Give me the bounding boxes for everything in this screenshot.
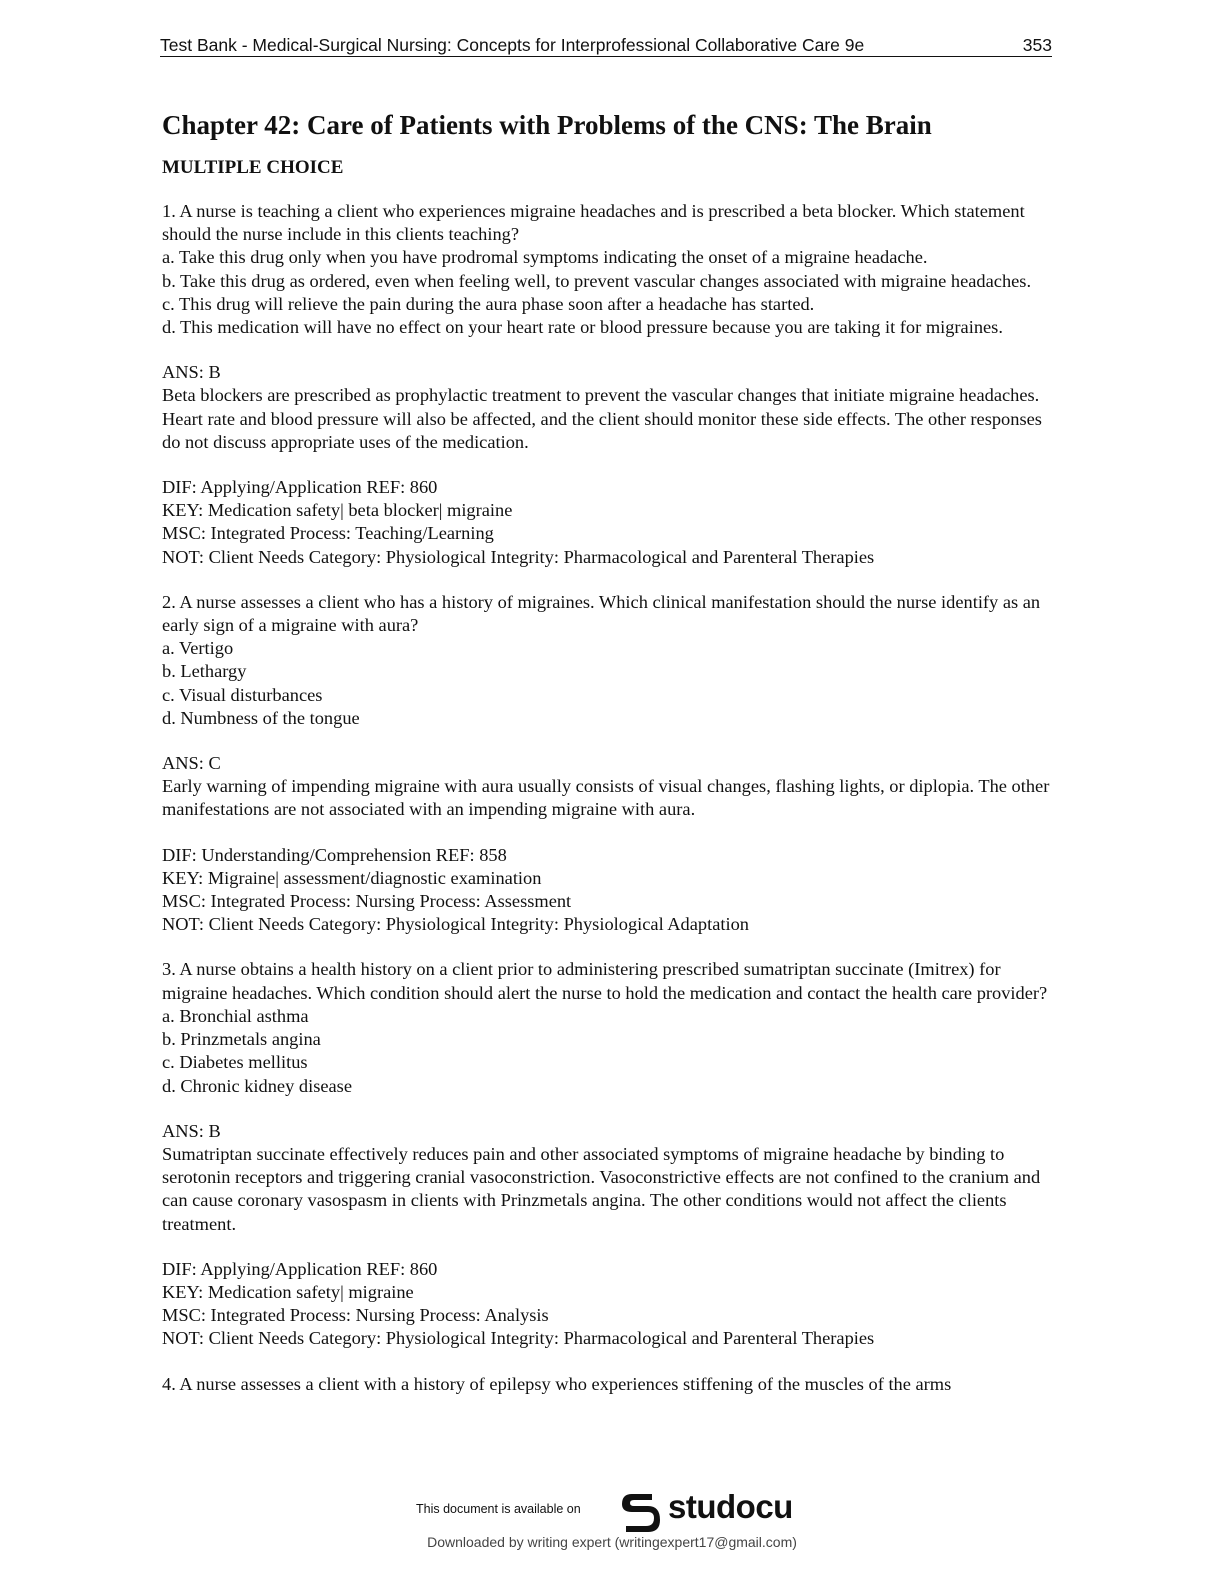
- metadata-block: [162, 1258, 1062, 1351]
- keywords-line: KEY: Medication safety| migraine: [162, 1281, 414, 1302]
- question-block: [162, 958, 1062, 1097]
- client-needs-line: NOT: Client Needs Category: Physiological Integrity: Pharmacological and Parenteral Therapies: [162, 546, 875, 567]
- question-block: [162, 200, 1062, 339]
- client-needs-line: NOT: Client Needs Category: Physiological Integrity: Pharmacological and Parenteral Therapies: [162, 1328, 875, 1349]
- question-stem: 1. A nurse is teaching a client who experiences migraine headaches and is prescribed a beta blocker. Which statement should the nurse include in this clients teaching?: [162, 201, 1025, 245]
- page-footer: [0, 1480, 1224, 1570]
- difficulty-line: DIF: Applying/Application REF: 860: [162, 1258, 438, 1279]
- question-stem: 3. A nurse obtains a health history on a client prior to administering prescribed sumatriptan succinate (Imitrex) for migraine headaches. Which condition should alert the nurse to hold the medication and contact the health care provider?: [162, 959, 1048, 1003]
- difficulty-line: DIF: Understanding/Comprehension REF: 858: [162, 844, 507, 865]
- question-4-stem: 4. A nurse assesses a client with a history of epilepsy who experiences stiffening of the muscles of the arms: [162, 1373, 952, 1394]
- metadata-block: [162, 476, 1062, 569]
- availability-text: This document is available on: [416, 1502, 581, 1516]
- answer-option: b. Prinzmetals angina: [162, 1029, 321, 1050]
- answer-option: a. Vertigo: [162, 638, 234, 659]
- studocu-logo-text[interactable]: studocu: [668, 1488, 793, 1525]
- keywords-line: KEY: Medication safety| beta blocker| migraine: [162, 500, 513, 521]
- answer-option: c. Visual disturbances: [162, 684, 323, 705]
- answer-option: b. Lethargy: [162, 661, 247, 682]
- answer-option: d. Chronic kidney disease: [162, 1075, 352, 1096]
- answer-key: ANS: B: [162, 362, 221, 383]
- page-content: [162, 108, 1062, 1396]
- running-header: [160, 32, 1052, 57]
- answer-key: ANS: B: [162, 1120, 221, 1141]
- rationale: Sumatriptan succinate effectively reduces pain and other associated symptoms of migraine headache by binding to serotonin receptors and triggering cranial vasoconstriction. Vasoconstrictive effects are not confined to the cranium and can cause coronary vasospasm in clients with Prinzmetals angina. The other conditions would not affect the clients treatment.: [162, 1143, 1041, 1234]
- answer-block: [162, 1120, 1062, 1236]
- answer-option: d. This medication will have no effect on your heart rate or blood pressure because you are taking it for migraines.: [162, 317, 1003, 338]
- answer-block: [162, 752, 1062, 822]
- msc-line: MSC: Integrated Process: Nursing Process: Assessment: [162, 891, 572, 912]
- page-number: 353: [1022, 35, 1052, 55]
- rationale: Early warning of impending migraine with aura usually consists of visual changes, flashing lights, or diplopia. The other manifestations are not associated with an impending migraine with aura.: [162, 776, 1050, 820]
- question-stem: 2. A nurse assesses a client who has a history of migraines. Which clinical manifestation should the nurse identify as an early sign of a migraine with aura?: [162, 591, 1041, 636]
- studocu-logo-icon[interactable]: [618, 1488, 664, 1534]
- answer-option: a. Take this drug only when you have prodromal symptoms indicating the onset of a migraine headache.: [162, 247, 928, 268]
- msc-line: MSC: Integrated Process: Nursing Process: Analysis: [162, 1305, 549, 1326]
- answer-option: c. This drug will relieve the pain during the aura phase soon after a headache has started.: [162, 293, 815, 314]
- rationale: Beta blockers are prescribed as prophylactic treatment to prevent the vascular changes that initiate migraine headaches. Heart rate and blood pressure will also be affected, and the client should monitor these side effects. The other responses do not discuss appropriate uses of the medication.: [162, 385, 1042, 452]
- answer-block: [162, 361, 1062, 454]
- answer-option: a. Bronchial asthma: [162, 1005, 309, 1026]
- answer-option: b. Take this drug as ordered, even when feeling well, to prevent vascular changes associated with migraine headaches.: [162, 270, 1032, 291]
- header-title: Test Bank - Medical-Surgical Nursing: Concepts for Interprofessional Collaborative Care 9e: [160, 35, 865, 55]
- difficulty-line: DIF: Applying/Application REF: 860: [162, 477, 438, 498]
- question-1: [162, 200, 1062, 569]
- download-notice: Downloaded by writing expert (writingexpert17@gmail.com): [427, 1534, 797, 1550]
- question-block: [162, 591, 1062, 730]
- section-heading: MULTIPLE CHOICE: [162, 157, 344, 178]
- chapter-title: Chapter 42: Care of Patients with Problems of the CNS: The Brain: [162, 110, 932, 140]
- msc-line: MSC: Integrated Process: Teaching/Learning: [162, 523, 494, 544]
- metadata-block: [162, 844, 1062, 937]
- answer-option: d. Numbness of the tongue: [162, 707, 360, 728]
- answer-key: ANS: C: [162, 753, 221, 774]
- answer-option: c. Diabetes mellitus: [162, 1052, 308, 1073]
- question-2: [162, 591, 1062, 937]
- client-needs-line: NOT: Client Needs Category: Physiological Integrity: Physiological Adaptation: [162, 914, 749, 935]
- question-3: [162, 958, 1062, 1350]
- keywords-line: KEY: Migraine| assessment/diagnostic examination: [162, 867, 542, 888]
